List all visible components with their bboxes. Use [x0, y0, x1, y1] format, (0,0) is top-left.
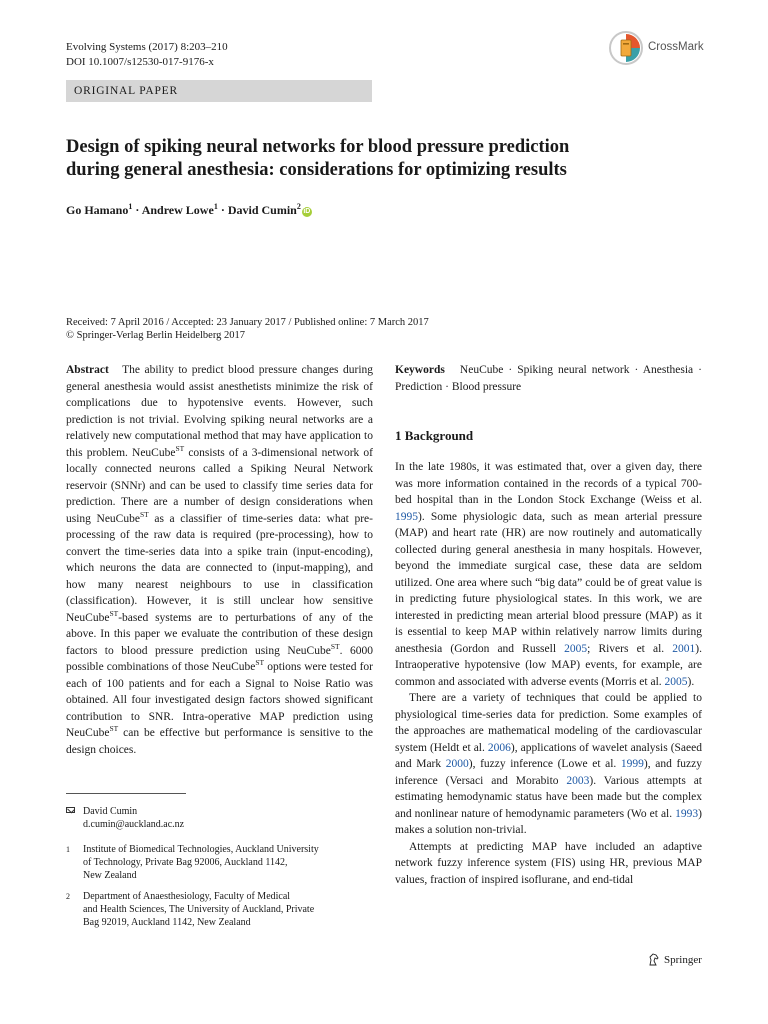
- text-run: ).: [687, 675, 695, 688]
- superscript: ST: [139, 509, 149, 519]
- affiliation-line: Bag 92019, Auckland 1142, New Zealand: [83, 917, 251, 928]
- abstract-text: options were tested for each of 100 patients and for each a Signal to Noise Ratio was obtained. All four investigated design factors showed significant contribution to SNR. Intra-operative MAP prediction using NeuCube: [66, 661, 373, 739]
- citation-link[interactable]: 2005: [564, 642, 588, 655]
- abstract-text: -based systems are to perturbations of any of the above. In this paper we evaluate the contribution of these design factors to blood pressure prediction using NeuCube: [66, 611, 373, 657]
- paragraph: [395, 690, 702, 839]
- copyright-line: © Springer-Verlag Berlin Heidelberg 2017: [66, 330, 246, 341]
- affiliation-text: [83, 890, 363, 929]
- publication-dates: [66, 316, 429, 342]
- text-run: ), applications of wavelet analysis (Saeed and Mark: [395, 741, 702, 770]
- keywords-label: Keywords: [395, 364, 445, 376]
- abstract: [66, 362, 373, 758]
- affiliation-line: Institute of Biomedical Technologies, Auckland University: [83, 844, 319, 855]
- crossmark-label: CrossMark: [648, 41, 704, 53]
- correspondence-name: David Cumin: [83, 806, 138, 817]
- text-run: ; Rivers et al.: [587, 642, 673, 655]
- affiliation-line: and Health Sciences, The University of Auckland, Private: [83, 904, 315, 915]
- citation-link[interactable]: 2005: [664, 675, 688, 688]
- crossmark-icon: [608, 30, 644, 66]
- keywords-text: NeuCube · Spiking neural network · Anesthesia · Prediction · Blood pressure: [395, 364, 702, 393]
- title-line-1: Design of spiking neural networks for blood pressure prediction: [66, 137, 570, 157]
- mail-icon: [66, 807, 75, 813]
- springer-horse-icon: [648, 953, 660, 966]
- author-affiliation-mark: 1: [213, 202, 218, 211]
- affiliation-line: New Zealand: [83, 870, 137, 881]
- correspondence-body: [83, 805, 363, 831]
- crossmark-badge[interactable]: [608, 30, 708, 70]
- keywords: [395, 362, 702, 395]
- superscript: ST: [109, 608, 119, 618]
- text-run: There are a variety of techniques that could be applied to physiological time-series data for prediction. Some examples of the approaches are mathematical modeling of the cardiovascular system (Heldt et al.: [395, 692, 702, 754]
- citation-link[interactable]: 2000: [445, 758, 469, 770]
- publisher-name: Springer: [664, 953, 702, 966]
- affiliation-line: of Technology, Private Bag 92006, Auckland 1142,: [83, 857, 288, 868]
- superscript: ST: [109, 724, 119, 734]
- abstract-text: . 6000 possible combinations of those NeuCube: [66, 644, 374, 673]
- correspondence-email[interactable]: d.cumin@auckland.ac.nz: [83, 819, 185, 830]
- author-separator: ·: [132, 203, 142, 217]
- affiliation-line: Department of Anaesthesiology, Faculty of Medical: [83, 891, 291, 902]
- text-run: In the late 1980s, it was estimated that, over a given day, there was more information contained in the records of a typical 700-bed hospital than in the London Stock Exchange (Weiss et al.: [395, 461, 702, 506]
- text-run: ), fuzzy inference (Lowe et al.: [468, 758, 621, 770]
- citation-link[interactable]: 2006: [487, 741, 511, 754]
- citation-link[interactable]: 2001: [672, 642, 696, 655]
- author-separator: ·: [217, 203, 228, 217]
- author-name[interactable]: Go Hamano: [66, 203, 129, 217]
- citation-link[interactable]: 2003: [566, 774, 590, 787]
- article-type-banner: ORIGINAL PAPER: [66, 80, 372, 102]
- citation-link[interactable]: 1999: [620, 758, 644, 770]
- text-run: ) makes a solution non-trivial.: [395, 807, 702, 836]
- section-body: [395, 459, 702, 888]
- publisher-logo: [648, 953, 702, 966]
- paragraph: Attempts at predicting MAP have included an adaptive network fuzzy inference system (FIS) using HR, previous MAP values, fraction of inspired isoflurane, and end-tidal: [395, 840, 702, 886]
- citation-link[interactable]: 1995: [395, 510, 418, 523]
- superscript: ST: [255, 658, 265, 668]
- abstract-label: Abstract: [66, 364, 109, 376]
- paragraph: [395, 459, 702, 690]
- paper-title: [66, 136, 716, 182]
- affiliation-text: [83, 843, 363, 882]
- text-run: ). Intraoperative hypotensive (low MAP) events, for example, are common and associated with adverse events (Morris et al.: [395, 642, 702, 688]
- affiliation-number: 2: [66, 892, 70, 901]
- abstract-text: can be effective but performance is sensitive to the design choices.: [66, 727, 373, 756]
- affiliation: [66, 890, 366, 930]
- history-dates: Received: 7 April 2016 / Accepted: 23 January 2017 / Published online: 7 March 2017: [66, 317, 429, 328]
- abstract-text: consists of a 3-dimensional network of locally connected neurons called a Spiking Neural Network reservoir (SNNr) and can be used to classify time series data for prediction. There are a number of design considerations when using NeuCube: [66, 446, 373, 525]
- footnote-rule: [66, 793, 186, 794]
- doi[interactable]: DOI 10.1007/s12530-017-9176-x: [66, 56, 214, 68]
- affiliation-number: 1: [66, 845, 70, 854]
- affiliation: [66, 843, 366, 883]
- orcid-icon[interactable]: iD: [303, 208, 311, 215]
- abstract-text: as a classifier of time-series data: what pre-processing of the raw data is required (pre-processing), how to convert the time-series data into a spike train (input-encoding), which neurons the data are connected to (input-mapping), and how many nearest neighbours to use in classification (classification). However, it is still unclear how sensitive NeuCube: [66, 512, 373, 624]
- section-heading: 1 Background: [395, 428, 474, 443]
- author-list: [66, 203, 312, 218]
- citation-link[interactable]: 1993: [675, 807, 699, 820]
- superscript: ST: [175, 443, 185, 453]
- superscript: ST: [330, 641, 340, 651]
- abstract-text: The ability to predict blood pressure changes during general anesthesia would assist anesthetists minimize the risk of complications due to hypotensive events. However, such prediction is not trivial. Evolving spiking neural networks are a relatively new computational method that may have application to this problem. NeuCube: [66, 364, 374, 459]
- title-line-2: during general anesthesia: considerations for optimizing results: [66, 160, 567, 180]
- author-name[interactable]: David Cumin: [227, 203, 297, 217]
- journal-citation: Evolving Systems (2017) 8:203–210: [66, 41, 228, 53]
- author-affiliation-mark: 2: [296, 202, 301, 211]
- author-name[interactable]: Andrew Lowe: [141, 203, 214, 217]
- text-run: ), and fuzzy inference (Versaci and Morabito: [395, 758, 702, 787]
- correspondence: [66, 805, 366, 835]
- text-run: ). Various attempts at estimating hemodynamic status have been made but the complex and nonlinear nature of hemodynamic parameters (Wo et al.: [395, 774, 702, 820]
- text-run: ). Some physiologic data, such as mean arterial pressure (MAP) and heart rate (HR) are now routinely and automatically collected during general anesthesia in many hospitals. However, beyond the immediate surgical case, these data are seldom utilized. One area where such “big data” could be of great value is in predicting future physiological states. In this work, we are interested in predicting mean arterial blood pressure (MAP) as it is essential to keep MAP within relatively narrow limits during anesthesia (Gordon and Russell: [395, 510, 702, 655]
- author-affiliation-mark: 1: [128, 202, 133, 211]
